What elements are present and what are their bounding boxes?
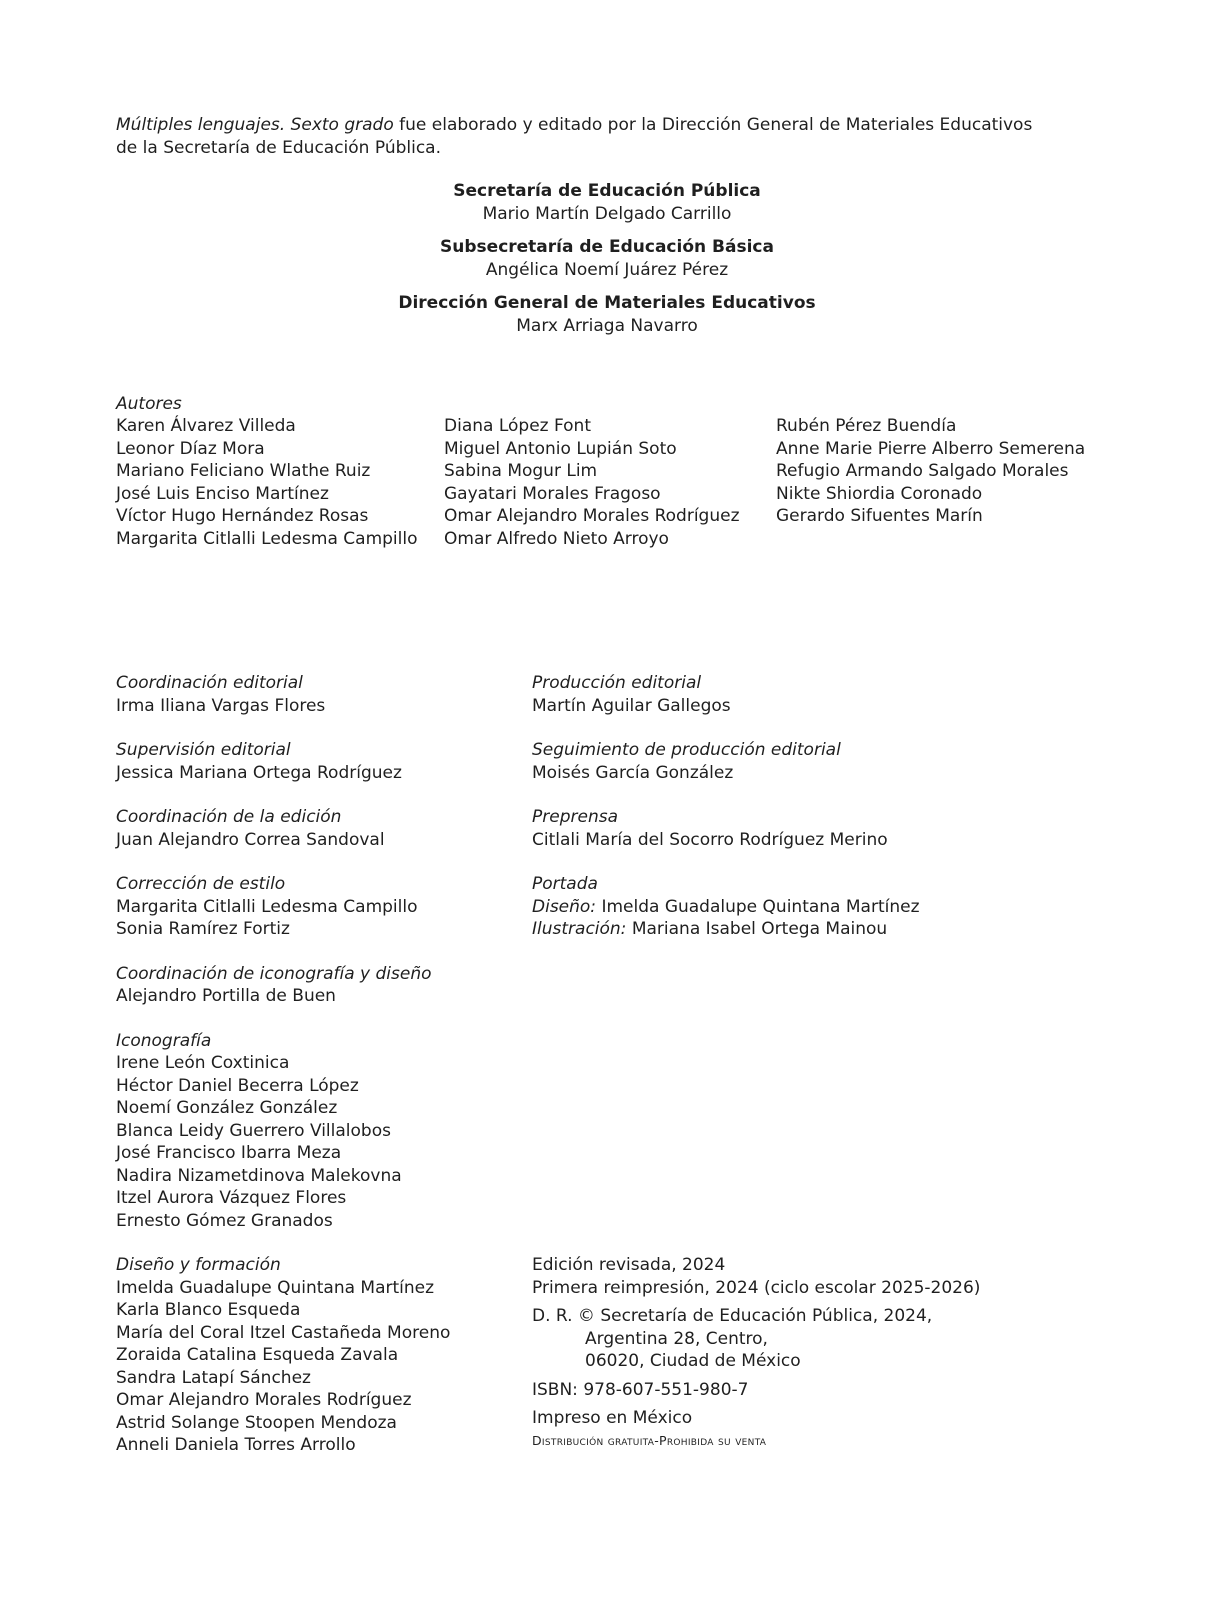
author-name: Margarita Citlalli Ledesma Campillo: [116, 528, 418, 549]
credit-coordinacion-edicion: [116, 806, 450, 851]
credit-name: Juan Alejandro Correa Sandoval: [116, 829, 385, 850]
design-name: Imelda Guadalupe Quintana Martínez: [596, 896, 920, 917]
official-name: Angélica Noemí Juárez Pérez: [485, 259, 729, 280]
credit-name: Héctor Daniel Becerra López: [116, 1075, 359, 1096]
credit-label: Diseño y formación: [116, 1255, 281, 1275]
official-name: Marx Arriaga Navarro: [516, 315, 698, 336]
intro-text: fue elaborado y editado por la Dirección General de Materiales Educativos de la Secretaría de Educación Pública.: [116, 115, 1033, 158]
author-name: José Luis Enciso Martínez: [116, 483, 329, 504]
authors-label: Autores: [116, 394, 182, 414]
author-name: Nikte Shiordia Coronado: [776, 483, 983, 504]
credit-seguimiento-produccion: [532, 739, 920, 784]
authors-column-1: [116, 415, 417, 550]
credit-name: María del Coral Itzel Castañeda Moreno: [116, 1322, 451, 1343]
official-title: Dirección General de Materiales Educativos: [398, 293, 816, 313]
author-name: Leonor Díaz Mora: [116, 438, 265, 459]
officials-block: [0, 180, 1214, 348]
official-dgme: [0, 292, 1214, 337]
credit-coordinacion-editorial: [116, 672, 450, 717]
credit-name: Astrid Solange Stoopen Mendoza: [116, 1412, 397, 1433]
edition-info: [532, 1254, 980, 1452]
book-title: Múltiples lenguajes. Sexto grado: [116, 115, 394, 135]
credit-label: Producción editorial: [532, 673, 702, 693]
credit-label: Seguimiento de producción editorial: [532, 740, 841, 760]
author-name: Rubén Pérez Buendía: [776, 416, 957, 436]
credit-label: Portada: [532, 874, 598, 894]
credit-preprensa: [532, 806, 920, 851]
credit-diseno-formacion: [116, 1254, 450, 1457]
author-name: Gerardo Sifuentes Marín: [776, 506, 983, 526]
official-sep: [0, 180, 1214, 225]
credit-name: Alejandro Portilla de Buen: [116, 986, 336, 1006]
credit-name: Citlali María del Socorro Rodríguez Merino: [532, 829, 888, 850]
author-name: Víctor Hugo Hernández Rosas: [116, 506, 369, 526]
author-name: Omar Alejandro Morales Rodríguez: [444, 506, 740, 526]
credit-name: Omar Alejandro Morales Rodríguez: [116, 1390, 412, 1410]
credit-label: Supervisión editorial: [116, 740, 291, 760]
credit-iconografia: [116, 1030, 450, 1233]
credit-portada: [532, 873, 920, 941]
authors-column-2: [444, 415, 740, 550]
credit-name: Karla Blanco Esqueda: [116, 1300, 301, 1320]
credit-name: Blanca Leidy Guerrero Villalobos: [116, 1120, 391, 1141]
credit-name: Sandra Latapí Sánchez: [116, 1367, 311, 1388]
credit-name: Ernesto Gómez Granados: [116, 1210, 333, 1231]
credit-name: Itzel Aurora Vázquez Flores: [116, 1188, 347, 1208]
address-line-1: Argentina 28, Centro,: [585, 1328, 768, 1349]
credit-name: Anneli Daniela Torres Arrollo: [116, 1435, 356, 1455]
left-credits: [116, 672, 450, 1479]
credit-name: Noemí González González: [116, 1098, 338, 1118]
credit-name: Imelda Guadalupe Quintana Martínez: [116, 1277, 435, 1298]
credit-label: Coordinación editorial: [116, 673, 303, 693]
credit-name: Sonia Ramírez Fortiz: [116, 919, 290, 939]
author-name: Refugio Armando Salgado Morales: [776, 461, 1069, 481]
illustration-name: Mariana Isabel Ortega Mainou: [626, 919, 888, 939]
isbn: ISBN: 978-607-551-980-7: [532, 1379, 749, 1400]
author-name: Diana López Font: [444, 416, 591, 436]
credit-supervision-editorial: [116, 739, 450, 784]
intro-paragraph: [116, 114, 1056, 159]
portada-illustration: [532, 918, 920, 941]
printed-in: Impreso en México: [532, 1408, 693, 1428]
official-name: Mario Martín Delgado Carrillo: [482, 203, 732, 224]
author-name: Anne Marie Pierre Alberro Semerena: [776, 438, 1086, 459]
author-name: Miguel Antonio Lupián Soto: [444, 438, 677, 459]
credit-name: Nadira Nizametdinova Malekovna: [116, 1165, 402, 1186]
credit-label: Coordinación de iconografía y diseño: [116, 963, 432, 984]
credit-label: Preprensa: [532, 807, 618, 827]
credit-name: José Francisco Ibarra Meza: [116, 1143, 342, 1163]
credit-name: Irma Iliana Vargas Flores: [116, 695, 326, 716]
edition-reprint: Primera reimpresión, 2024 (ciclo escolar 2025-2026): [532, 1277, 981, 1298]
credit-name: Irene León Coxtinica: [116, 1053, 290, 1073]
distribution-notice: Distribución gratuita-Prohibida su venta: [532, 1432, 767, 1448]
official-seb: [0, 236, 1214, 281]
author-name: Karen Álvarez Villeda: [116, 416, 296, 436]
credit-name: Zoraida Catalina Esqueda Zavala: [116, 1345, 399, 1365]
author-name: Mariano Feliciano Wlathe Ruiz: [116, 461, 371, 481]
copyright-line: D. R. © Secretaría de Educación Pública, 2024,: [532, 1306, 933, 1326]
credit-label: Coordinación de la edición: [116, 807, 342, 827]
design-label: Diseño:: [532, 896, 597, 917]
author-name: Omar Alfredo Nieto Arroyo: [444, 528, 669, 549]
credit-name: Jessica Mariana Ortega Rodríguez: [116, 762, 402, 783]
credit-produccion-editorial: [532, 672, 920, 717]
authors-column-3: [776, 415, 1085, 528]
address-line-2: 06020, Ciudad de México: [585, 1351, 801, 1371]
credit-name: Margarita Citlalli Ledesma Campillo: [116, 896, 418, 917]
credit-coordinacion-iconografia: [116, 963, 450, 1008]
credit-name: Moisés García González: [532, 762, 734, 783]
author-name: Sabina Mogur Lim: [444, 461, 598, 481]
credit-name: Martín Aguilar Gallegos: [532, 695, 731, 716]
portada-design: [532, 896, 920, 919]
official-title: Secretaría de Educación Pública: [453, 181, 761, 201]
official-title: Subsecretaría de Educación Básica: [440, 237, 774, 257]
right-credits: [532, 672, 920, 963]
credit-label: Iconografía: [116, 1030, 212, 1051]
illustration-label: Ilustración:: [532, 919, 627, 939]
credit-correccion-estilo: [116, 873, 450, 941]
credit-label: Corrección de estilo: [116, 874, 286, 894]
edition-revised: Edición revisada, 2024: [532, 1255, 726, 1275]
author-name: Gayatari Morales Fragoso: [444, 483, 661, 504]
